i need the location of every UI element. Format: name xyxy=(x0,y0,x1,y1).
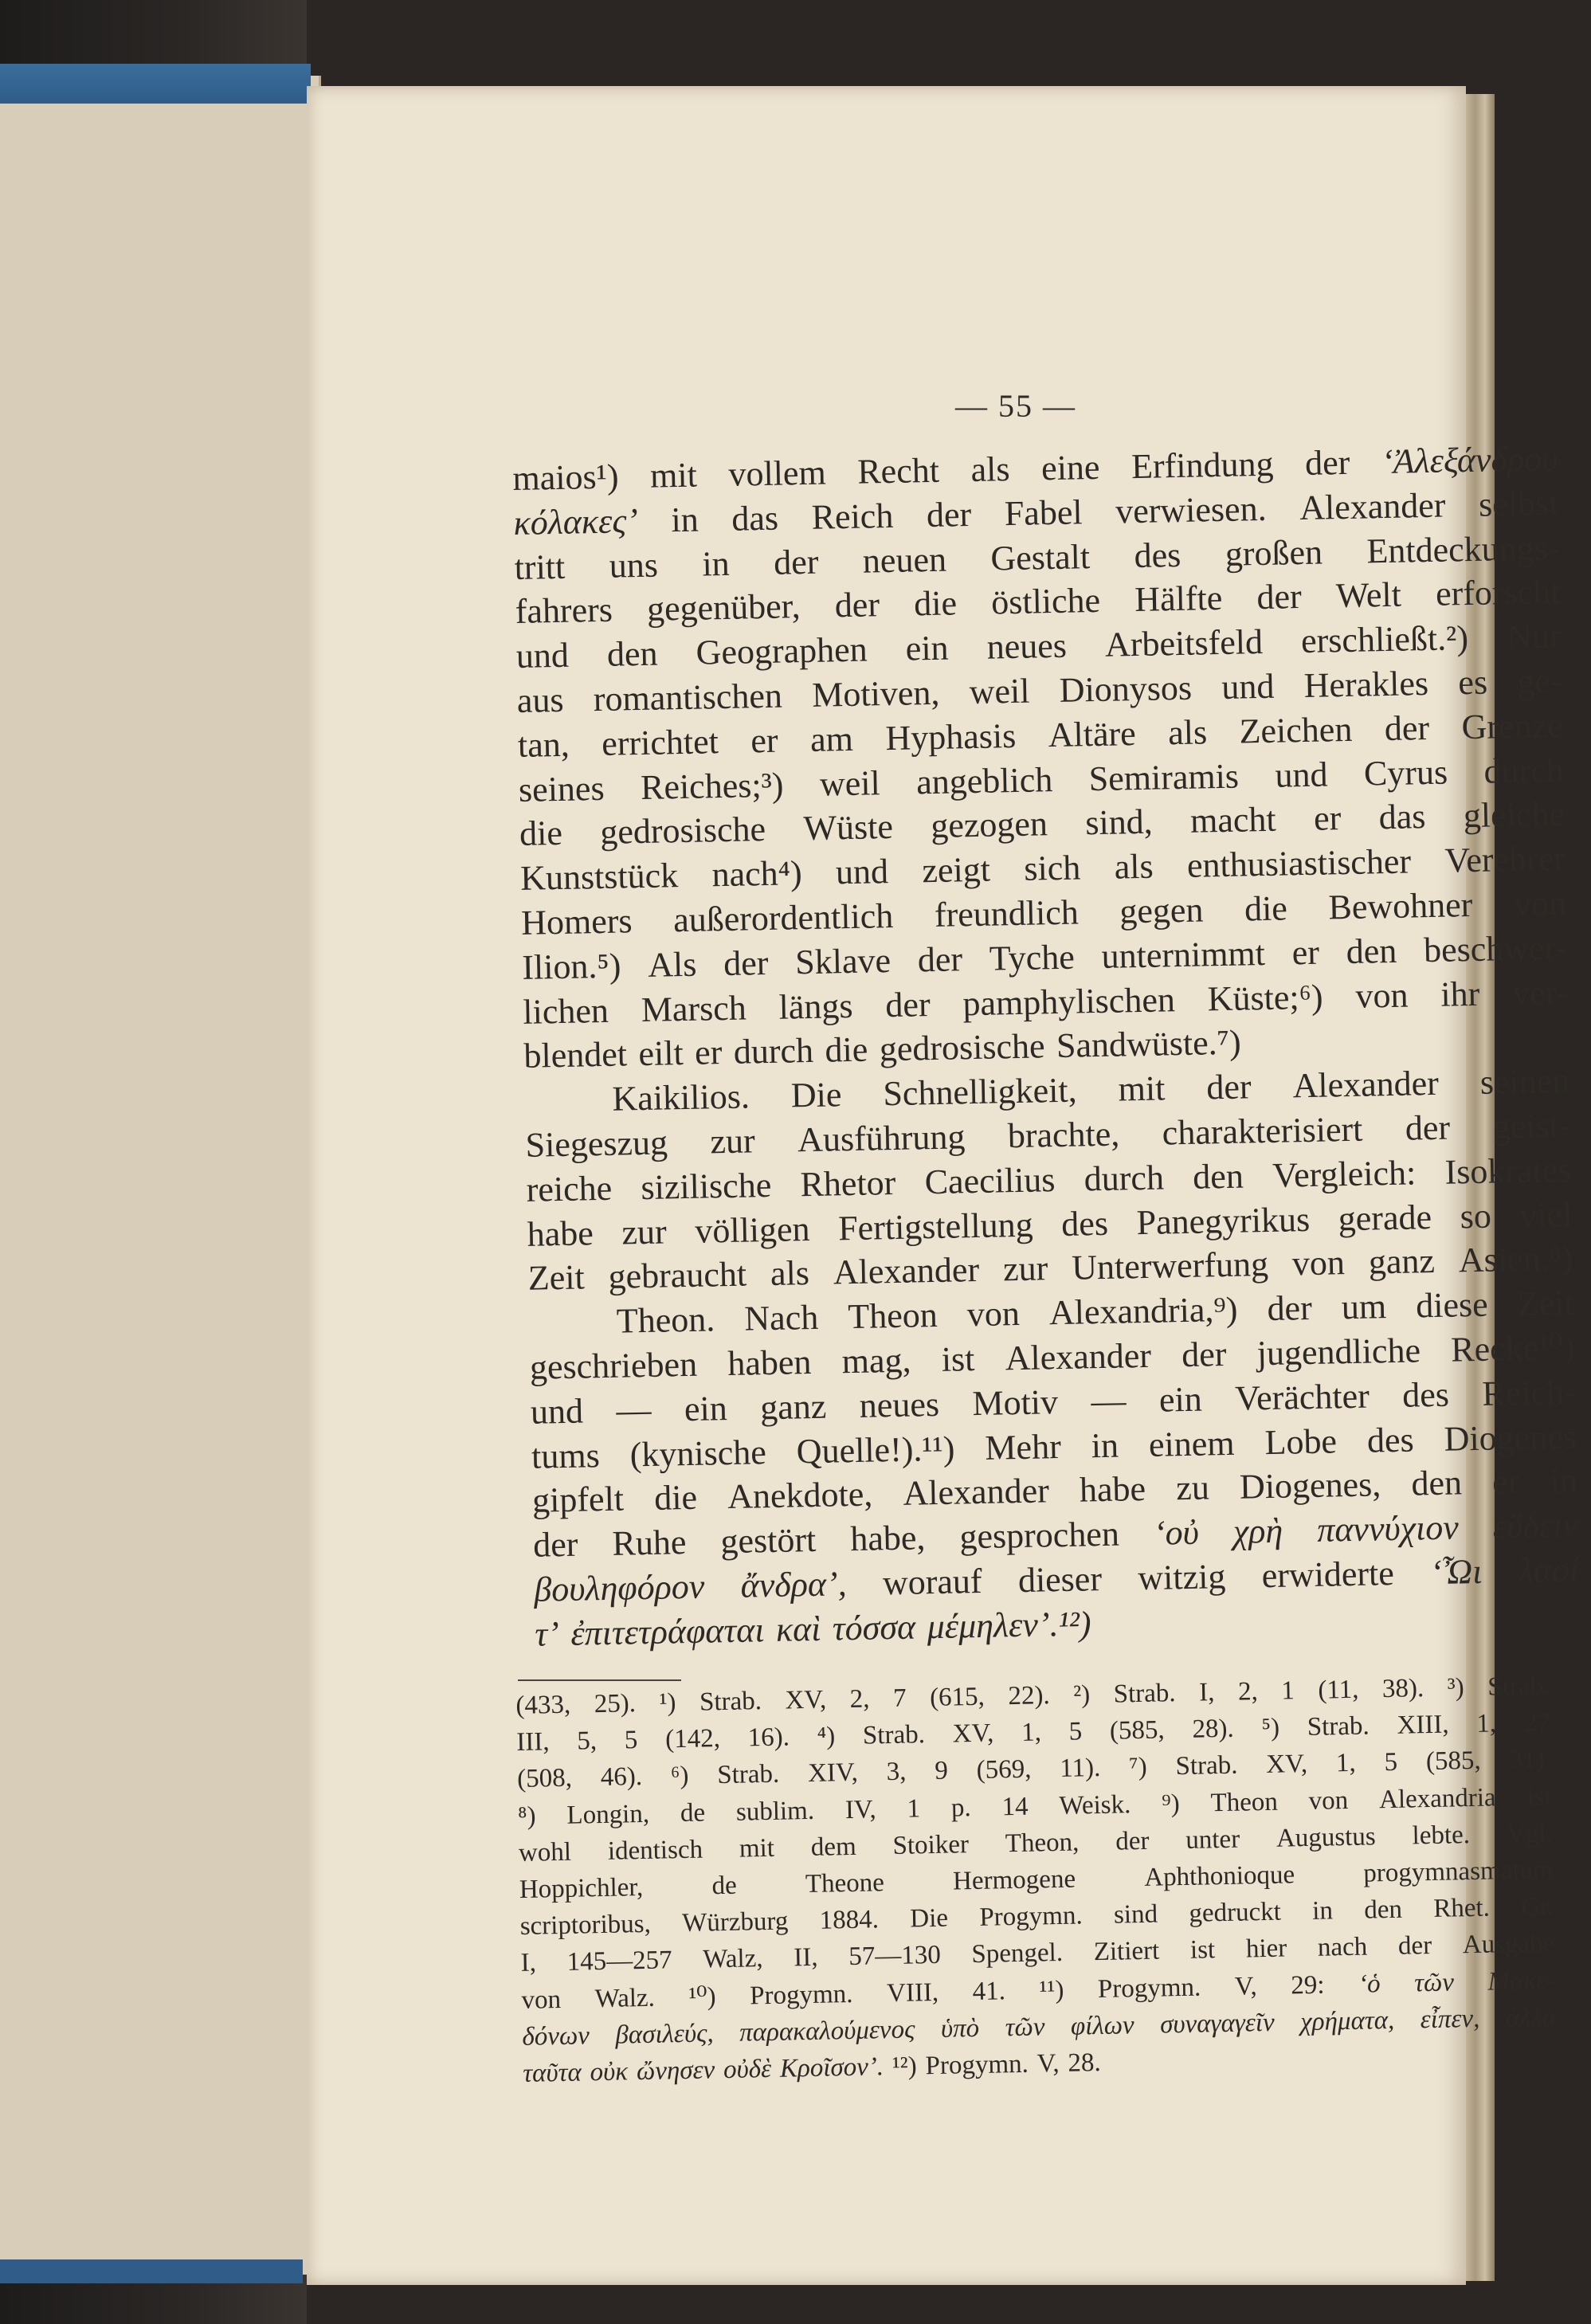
facing-page-edge xyxy=(0,76,321,2275)
page-number: — 55 — xyxy=(955,388,1076,424)
body-line: geschrieben haben mag, ist Alexander der jugendliche Recke¹⁰) xyxy=(529,1327,1576,1387)
body-line: Theon. Nach Theon von Alexandria,⁹) der um diese Zeit xyxy=(616,1283,1575,1341)
footnote-line: III, 5, 5 (142, 16). ⁴) Strab. XV, 1, 5 (585, 28). ⁵) Strab. XIII, 1, 27 xyxy=(515,1708,1551,1758)
body-line: die gedrosische Wüste gezogen sind, macht er das gleiche xyxy=(519,794,1566,854)
footnote-line: (433, 25). ¹) Strab. XV, 2, 7 (615, 22). ²) Strab. I, 2, 1 (11, 38). ³) Strab. xyxy=(515,1671,1550,1720)
footnote-line: δόνων βασιλεύς, παρακαλούμενος ὑπὸ τῶν φίλων συναγαγεῖν χρήματα, εἶπεν, ἀλλὰ xyxy=(522,2002,1557,2052)
footnotes xyxy=(515,1668,1558,2092)
body-line: Ilion.⁵) Als der Sklave der Tyche unternimmt er den beschwer- xyxy=(521,927,1568,987)
blue-cloth-edge-bottom xyxy=(0,2259,303,2283)
body-line: aus romantischen Motiven, weil Dionysos und Herakles es ge- xyxy=(516,660,1563,720)
body-line: tritt uns in der neuen Gestalt des großen Entdeckungs- xyxy=(514,527,1560,587)
footnote-line: ταῦτα οὐκ ὤνησεν οὐδὲ Κροῖσον’. ¹²) Progymn. V, 28. xyxy=(522,2048,1102,2088)
body-line: reiche sizilische Rhetor Caecilius durch den Vergleich: Isokrates xyxy=(526,1150,1572,1209)
footnote-line: von Walz. ¹⁰) Progymn. VIII, 41. ¹¹) Progymn. V, 29: ‘ὁ τῶν Μακε- xyxy=(521,1965,1556,2015)
footnote-line: I, 145—257 Walz, II, 57—130 Spengel. Zitiert ist hier nach der Ausgabe xyxy=(520,1929,1555,1978)
body-line: βουληφόρον ἄνδρα’, worauf dieser witzig erwiderte ‘Ὦι λαοί xyxy=(533,1550,1580,1609)
footnote-line: scriptoribus, Würzburg 1884. Die Progymn. sind gedruckt in den Rhet. Gr. xyxy=(519,1892,1554,1942)
body-line: gipfelt die Anekdote, Alexander habe zu Diogenes, den er in xyxy=(531,1460,1578,1521)
body-line: maios¹) mit vollem Recht als eine Erfindung der ‘Ἀλεξάνδρου xyxy=(512,438,1558,498)
body-line: Siegeszug zur Ausführung brachte, charakterisiert der geist- xyxy=(525,1105,1571,1165)
footnote-line: ⁸) Longin, de sublim. IV, 1 p. 14 Weisk. ⁹) Theon von Alexandria ist xyxy=(517,1781,1553,1831)
body-line: und den Geographen ein neues Arbeitsfeld erschließt.²) Nur xyxy=(515,616,1562,676)
body-line: tan, errichtet er am Hyphasis Altäre als Zeichen der Grenze xyxy=(517,705,1564,765)
body-line: Homers außerordentlich freundlich gegen die Bewohner von xyxy=(520,883,1567,943)
body-line: habe zur völligen Fertigstellung des Panegyrikus gerade so viel xyxy=(527,1194,1573,1254)
body-line: der Ruhe gestört habe, gesprochen ‘οὐ χρὴ παννύχιον εὕδειν xyxy=(532,1505,1579,1565)
body-line: fahrers gegenüber, der die östliche Hälfte der Welt erforscht xyxy=(515,572,1561,632)
body-line: Kaikilios. Die Schnelligkeit, mit der Alexander seinen xyxy=(612,1060,1570,1119)
body-line: Zeit gebraucht als Alexander zur Unterwerfung von ganz Asien.⁸) xyxy=(527,1238,1573,1299)
body-line: κόλακες’ in das Reich der Fabel verwiesen. Alexander selbst xyxy=(513,483,1559,543)
footnote-line: Hoppichler, de Theone Hermogene Aphthonioque progymnasmatum xyxy=(519,1855,1554,1904)
body-line: tums (kynische Quelle!).¹¹) Mehr in einem Lobe des Diogenes xyxy=(531,1417,1577,1476)
body-text xyxy=(512,437,1581,1656)
footnote-line: (508, 46). ⁶) Strab. XIV, 3, 9 (569, 11). ⁷) Strab. XV, 1, 5 (585, 31). xyxy=(516,1745,1552,1794)
body-line: τ’ ἐπιτετράφαται καὶ τόσσα μέμηλεν’.¹²) xyxy=(534,1604,1092,1654)
blue-cloth-edge xyxy=(0,64,311,104)
footnote-rule xyxy=(518,1679,681,1681)
body-line: blendet eilt er durch die gedrosische Sandwüste.⁷) xyxy=(523,1022,1242,1076)
book-page xyxy=(307,86,1580,2285)
footnote-line: wohl identisch mit dem Stoiker Theon, der unter Augustus lebte. Vgl. xyxy=(518,1818,1553,1867)
body-line: Kunststück nach⁴) und zeigt sich als enthusiastischer Verehrer xyxy=(519,838,1566,899)
body-line: seines Reiches;³) weil angeblich Semiramis und Cyrus durch xyxy=(518,750,1565,809)
body-line: lichen Marsch längs der pamphylischen Küste;⁶) von ihr ver- xyxy=(522,972,1569,1032)
body-line: und — ein ganz neues Motiv — ein Verächter des Reich- xyxy=(530,1372,1577,1432)
